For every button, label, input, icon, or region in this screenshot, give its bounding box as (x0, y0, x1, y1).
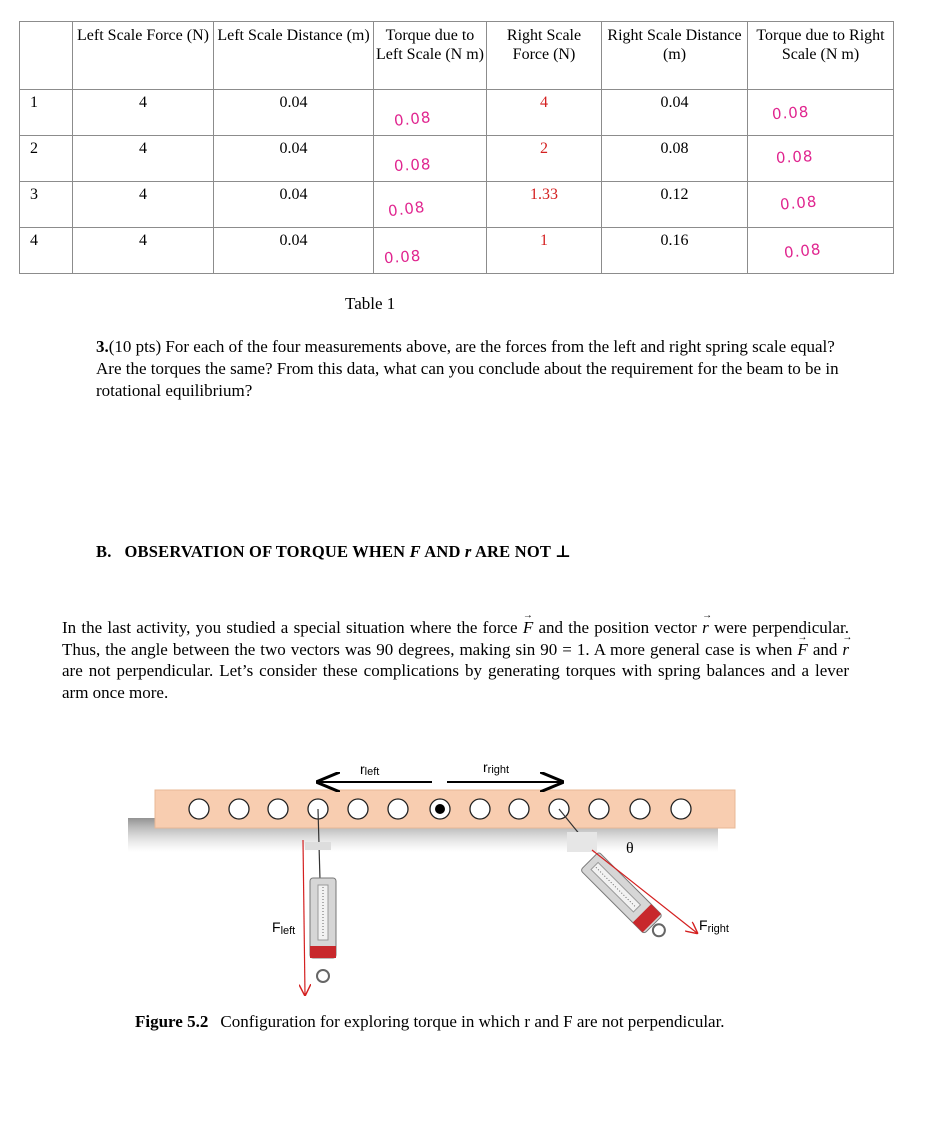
left-force-cell: 4 (73, 228, 214, 274)
left-distance-cell: 0.04 (214, 182, 374, 228)
figure-label: Figure 5.2 (135, 1012, 209, 1031)
beam-hole (189, 799, 209, 819)
para-text: were perpendicular. Thus, the angle between the two vectors was 90 degrees, making sin 90 = 1. A more general case is when (62, 618, 849, 659)
f-right-label: Fright (699, 917, 729, 935)
beam-hole (589, 799, 609, 819)
left-spring-scale (310, 878, 336, 982)
right-distance-cell: 0.12 (602, 182, 748, 228)
section-b-prefix: B. OBSERVATION OF TORQUE WHEN (96, 542, 410, 561)
left-force-cell: 4 (73, 136, 214, 182)
question-number: 3. (96, 337, 109, 356)
table-row (20, 90, 894, 136)
right-distance-cell: 0.04 (602, 90, 748, 136)
right-force-cell: 4 (487, 90, 602, 136)
row-number: 2 (20, 136, 73, 182)
para-text: are not perpendicular. Let’s consider these complications by generating torques with spring balances and a lever arm once more. (62, 661, 849, 702)
handwritten-value: 0.08 (393, 155, 432, 175)
table-row (20, 228, 894, 274)
figure-caption (135, 1012, 725, 1032)
section-b-suffix: ARE NOT ⊥ (471, 542, 572, 561)
header-right-distance: Right Scale Distance (m) (602, 22, 748, 90)
right-force-cell: 2 (487, 136, 602, 182)
section-b-and: AND (420, 542, 465, 561)
data-table (19, 21, 894, 274)
beam-hole (229, 799, 249, 819)
handwritten-value: 0.08 (775, 147, 814, 167)
handwritten-value: 0.08 (387, 197, 427, 221)
position-vector-symbol: → r (842, 639, 849, 661)
r-right-label: rright (483, 759, 510, 776)
f-left-arrow (303, 840, 305, 995)
row-number: 4 (20, 228, 73, 274)
left-hook-plate (305, 842, 331, 850)
beam-hole (268, 799, 288, 819)
force-vector-symbol: → F (523, 617, 533, 639)
beam-hole (630, 799, 650, 819)
question-text: (10 pts) For each of the four measurements above, are the forces from the left and right spring scale equal? Are the torques the same? From this data, what can you conclude about the requirement for the beam to be in rotational equilibrium? (96, 337, 839, 400)
theta-label: θ (626, 840, 634, 857)
row-number: 1 (20, 90, 73, 136)
handwritten-value: 0.08 (771, 102, 810, 124)
para-text: and the position vector (533, 618, 703, 637)
beam-hole (671, 799, 691, 819)
section-b-f: F (409, 542, 421, 561)
section-b-heading (96, 542, 571, 562)
right-force-cell: 1.33 (487, 182, 602, 228)
intro-paragraph (62, 617, 849, 703)
beam-hole (509, 799, 529, 819)
right-torque-cell (748, 90, 894, 136)
left-force-cell: 4 (73, 90, 214, 136)
pivot-dot (435, 804, 445, 814)
right-distance-cell: 0.16 (602, 228, 748, 274)
left-force-cell: 4 (73, 182, 214, 228)
f-left-label: Fleft (272, 919, 296, 937)
header-left-distance: Left Scale Distance (m) (214, 22, 374, 90)
lever-arm-figure (0, 740, 944, 1005)
left-torque-cell (374, 90, 487, 136)
position-vector-symbol: → r (702, 617, 709, 639)
table-row (20, 136, 894, 182)
left-torque-cell (374, 228, 487, 274)
handwritten-value: 0.08 (783, 240, 823, 262)
right-torque-cell (748, 182, 894, 228)
table-row (20, 182, 894, 228)
question-3 (96, 336, 856, 402)
beam-hole (348, 799, 368, 819)
right-torque-cell (748, 136, 894, 182)
right-distance-cell: 0.08 (602, 136, 748, 182)
handwritten-value: 0.08 (393, 108, 433, 130)
para-text: and (807, 639, 843, 659)
left-distance-cell: 0.04 (214, 228, 374, 274)
header-index (20, 22, 73, 90)
left-distance-cell: 0.04 (214, 136, 374, 182)
handwritten-value: 0.08 (383, 246, 422, 268)
right-spring-scale (580, 852, 672, 944)
right-torque-cell (748, 228, 894, 274)
header-left-torque: Torque due to Left Scale (N m) (374, 22, 487, 90)
header-right-torque: Torque due to Right Scale (N m) (748, 22, 894, 90)
section-b-r: r (464, 542, 472, 561)
right-force-cell: 1 (487, 228, 602, 274)
beam-hole (470, 799, 490, 819)
force-vector-symbol: → F (797, 639, 807, 661)
table-caption: Table 1 (345, 294, 396, 313)
header-left-force: Left Scale Force (N) (73, 22, 214, 90)
header-right-force: Right Scale Force (N) (487, 22, 602, 90)
left-torque-cell (374, 136, 487, 182)
handwritten-value: 0.08 (779, 192, 819, 214)
row-number: 3 (20, 182, 73, 228)
left-distance-cell: 0.04 (214, 90, 374, 136)
r-left-label: rleft (360, 761, 380, 778)
right-hook-plate (567, 832, 597, 852)
table-header-row (20, 22, 894, 90)
para-text: In the last activity, you studied a special situation where the force (62, 618, 523, 637)
figure-caption-text: Configuration for exploring torque in which r and F are not perpendicular. (220, 1012, 725, 1031)
left-torque-cell (374, 182, 487, 228)
beam-hole (388, 799, 408, 819)
